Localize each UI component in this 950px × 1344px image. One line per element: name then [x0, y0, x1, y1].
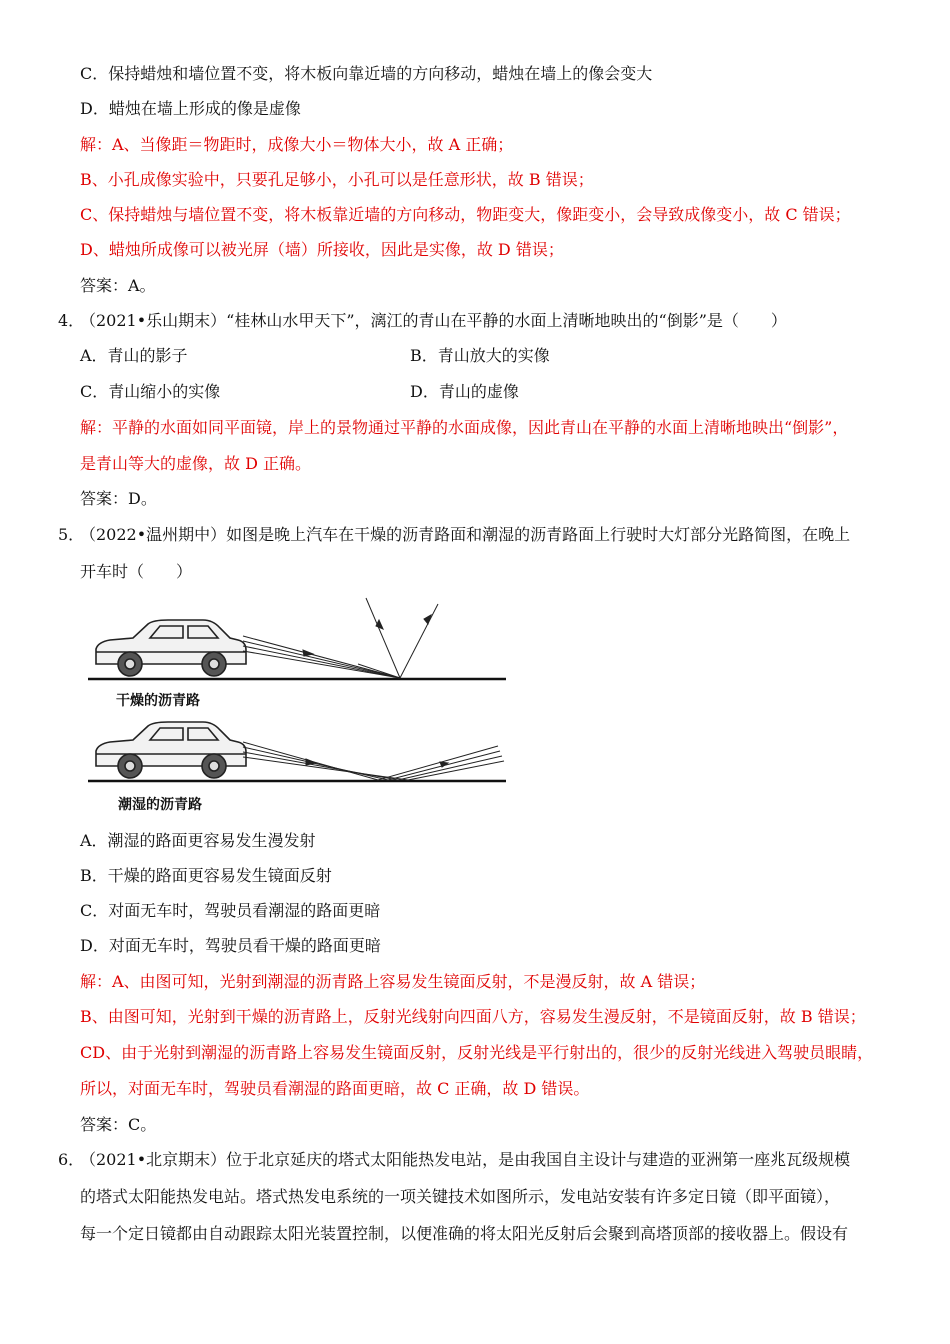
solution-line: 解：A、由图可知，光射到潮湿的沥青路上容易发生镜面反射，不是漫反射，故 A 错误； — [80, 972, 706, 991]
option-c-prev: C．保持蜡烛和墙位置不变，将木板向靠近墙的方向移动，蜡烛在墙上的像会变大 — [80, 64, 653, 83]
question-number: 6． — [58, 1150, 85, 1169]
question-stem: 开车时（ ） — [80, 562, 193, 581]
option-a: A．青山的影子 — [80, 346, 188, 365]
solution-line: 解：A、当像距＝物距时，成像大小＝物体大小，故 A 正确； — [80, 135, 514, 154]
solution-line: 所以，对面无车时，驾驶员看潮湿的路面更暗，故 C 正确，故 D 错误。 — [80, 1079, 590, 1098]
option-b: B．干燥的路面更容易发生镜面反射 — [80, 866, 332, 885]
solution-line: B、由图可知，光射到干燥的沥青路上，反射光线射向四面八方，容易发生漫反射，不是镜面反射，故 B 错误； — [80, 1007, 866, 1026]
question-stem: 的塔式太阳能热发电站。塔式热发电系统的一项关键技术如图所示，发电站安装有许多定日镜（即平面镜）， — [80, 1187, 841, 1206]
car-icon — [96, 722, 246, 778]
solution-line: B、小孔成像实验中，只要孔足够小，小孔可以是任意形状，故 B 错误； — [80, 170, 594, 189]
solution-line: D、蜡烛所成像可以被光屏（墙）所接收，因此是实像，故 D 错误； — [80, 240, 564, 259]
car-icon — [96, 620, 246, 676]
solution-line: 是青山等大的虚像，故 D 正确。 — [80, 454, 312, 473]
question-stem: （2022•温州期中）如图是晚上汽车在干燥的沥青路面和潮湿的沥青路面上行驶时大灯部分光路简图，在晚上 — [80, 525, 851, 544]
question-number: 4． — [58, 311, 85, 330]
option-c: C．青山缩小的实像 — [80, 382, 221, 401]
option-d-prev: D．蜡烛在墙上形成的像是虚像 — [80, 99, 301, 118]
light-rays — [243, 742, 504, 780]
question-number: 5． — [58, 525, 85, 544]
option-c: C．对面无车时，驾驶员看潮湿的路面更暗 — [80, 901, 381, 920]
solution-line: C、保持蜡烛与墙位置不变，将木板靠近墙的方向移动，物距变大，像距变小，会导致成像变小，故 C 错误； — [80, 205, 851, 224]
solution-line: 解：平静的水面如同平面镜，岸上的景物通过平静的水面成像，因此青山在平静的水面上清晰地映出“倒影”， — [80, 418, 849, 437]
option-d: D．对面无车时，驾驶员看干燥的路面更暗 — [80, 936, 381, 955]
caption-wet-road: 潮湿的沥青路 — [118, 797, 202, 813]
answer-line: 答案：C。 — [80, 1115, 157, 1134]
dry-road-figure — [88, 594, 518, 694]
option-a: A．潮湿的路面更容易发生漫发射 — [80, 831, 316, 850]
solution-line: CD、由于光射到潮湿的沥青路上容易发生镜面反射，反射光线是平行射出的，很少的反射光线进入驾驶员眼睛， — [80, 1043, 874, 1062]
light-rays — [243, 598, 438, 678]
option-b: B．青山放大的实像 — [410, 346, 550, 365]
question-stem: （2021•乐山期末）“桂林山水甲天下”，漓江的青山在平静的水面上清晰地映出的“倒影”是（ ） — [80, 311, 787, 330]
option-d: D．青山的虚像 — [410, 382, 519, 401]
answer-line: 答案：D。 — [80, 489, 157, 508]
wet-road-figure — [88, 718, 518, 793]
caption-dry-road: 干燥的沥青路 — [116, 693, 200, 709]
question-stem: 每一个定日镜都由自动跟踪太阳光装置控制，以便准确的将太阳光反射后会聚到高塔顶部的接收器上。假设有 — [80, 1224, 849, 1243]
question-stem: （2021•北京期末）位于北京延庆的塔式太阳能热发电站，是由我国自主设计与建造的亚洲第一座兆瓦级规模 — [80, 1150, 851, 1169]
answer-line: 答案：A。 — [80, 276, 156, 295]
